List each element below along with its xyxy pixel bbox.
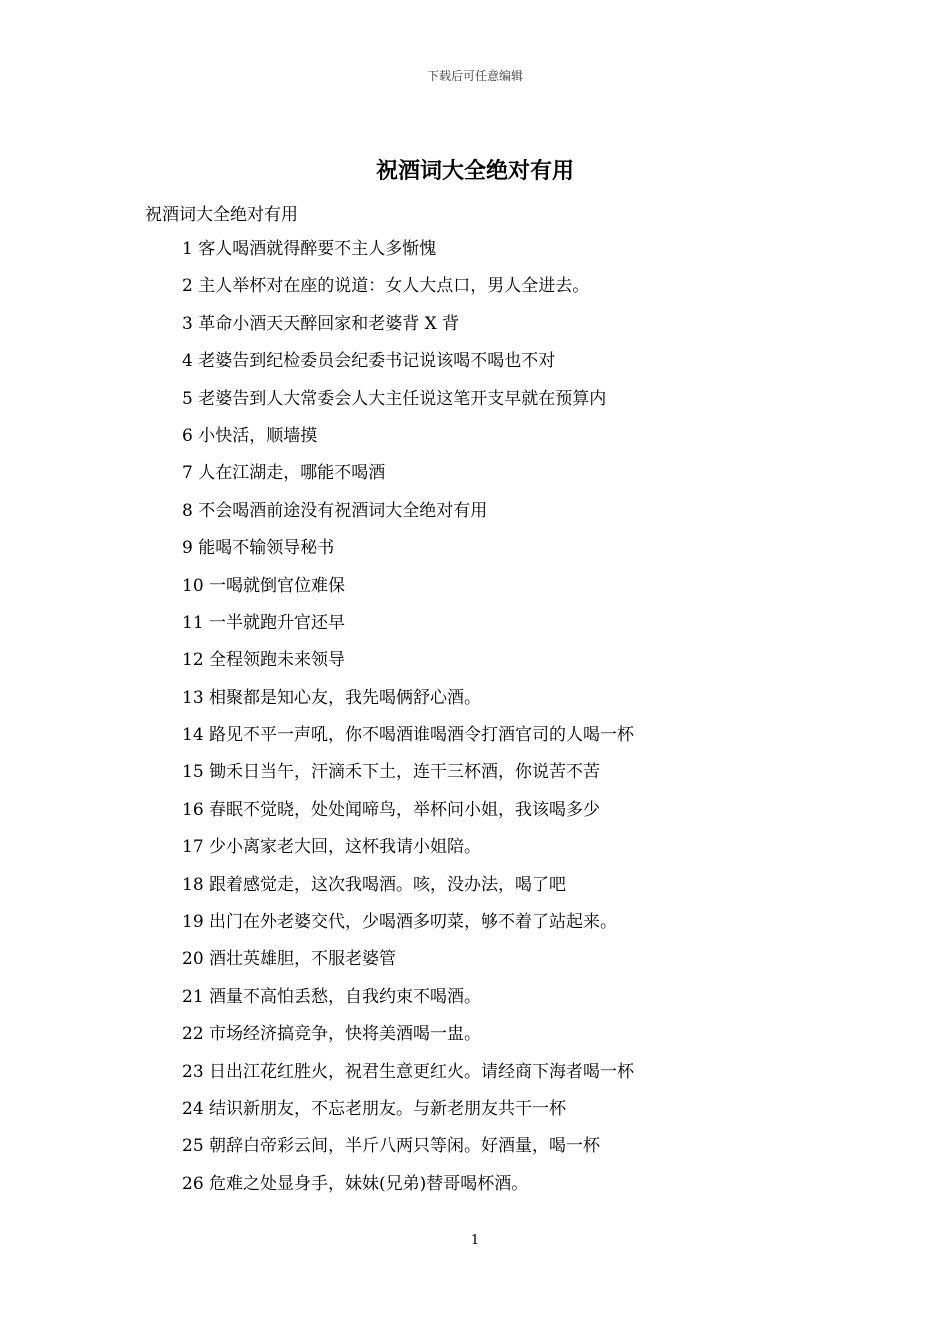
document-subtitle: 祝酒词大全绝对有用 (145, 205, 298, 225)
list-item: 19 出门在外老婆交代，少喝酒多叨菜，够不着了站起来。 (182, 912, 618, 933)
list-item: 14 路见不平一声吼，你不喝酒谁喝酒令打酒官司的人喝一杯 (182, 725, 635, 746)
list-item: 15 锄禾日当午，汗滴禾下土，连干三杯酒，你说苦不苦 (182, 762, 601, 783)
list-item: 17 少小离家老大回，这杯我请小姐陪。 (182, 837, 482, 858)
list-item: 2 主人举杯对在座的说道：女人大点口，男人全进去。 (182, 276, 590, 297)
list-item: 22 市场经济搞竞争，快将美酒喝一盅。 (182, 1024, 482, 1045)
list-item: 6 小快活，顺墙摸 (182, 425, 318, 446)
list-item: 11 一半就跑升官还早 (182, 612, 346, 633)
list-item: 5 老婆告到人大常委会人大主任说这笔开支早就在预算内 (182, 388, 607, 409)
list-item: 16 春眠不觉晓，处处闻啼鸟，举杯问小姐，我该喝多少 (182, 799, 601, 820)
toast-list (182, 237, 634, 1209)
list-item: 3 革命小酒天天醉回家和老婆背 X 背 (182, 313, 460, 334)
list-item: 26 危难之处显身手，妹妹(兄弟)替哥喝杯酒。 (182, 1173, 529, 1194)
list-item: 20 酒壮英雄胆，不服老婆管 (182, 949, 397, 970)
header-note: 下载后可任意编辑 (426, 69, 523, 83)
list-item: 12 全程领跑未来领导 (182, 650, 346, 671)
list-item: 8 不会喝酒前途没有祝酒词大全绝对有用 (182, 500, 488, 521)
list-item: 7 人在江湖走，哪能不喝酒 (182, 463, 386, 484)
list-item: 13 相聚都是知心友，我先喝俩舒心酒。 (182, 687, 482, 708)
list-item: 9 能喝不输领导秘书 (182, 538, 335, 559)
list-item: 18 跟着感觉走，这次我喝酒。咳，没办法，喝了吧 (182, 874, 567, 895)
page-number: 1 (470, 1233, 480, 1248)
list-item: 23 日出江花红胜火，祝君生意更红火。请经商下海者喝一杯 (182, 1061, 635, 1082)
document-title: 祝酒词大全绝对有用 (375, 158, 574, 184)
list-item: 25 朝辞白帝彩云间，半斤八两只等闲。好酒量，喝一杯 (182, 1136, 601, 1157)
list-item: 1 客人喝酒就得醉要不主人多惭愧 (182, 239, 437, 259)
list-item: 10 一喝就倒官位难保 (182, 575, 346, 596)
list-item: 24 结识新朋友，不忘老朋友。与新老朋友共干一杯 (182, 1098, 567, 1119)
list-item: 21 酒量不高怕丢愁，自我约束不喝酒。 (182, 986, 482, 1007)
list-item: 4 老婆告到纪检委员会纪委书记说该喝不喝也不对 (182, 351, 556, 372)
